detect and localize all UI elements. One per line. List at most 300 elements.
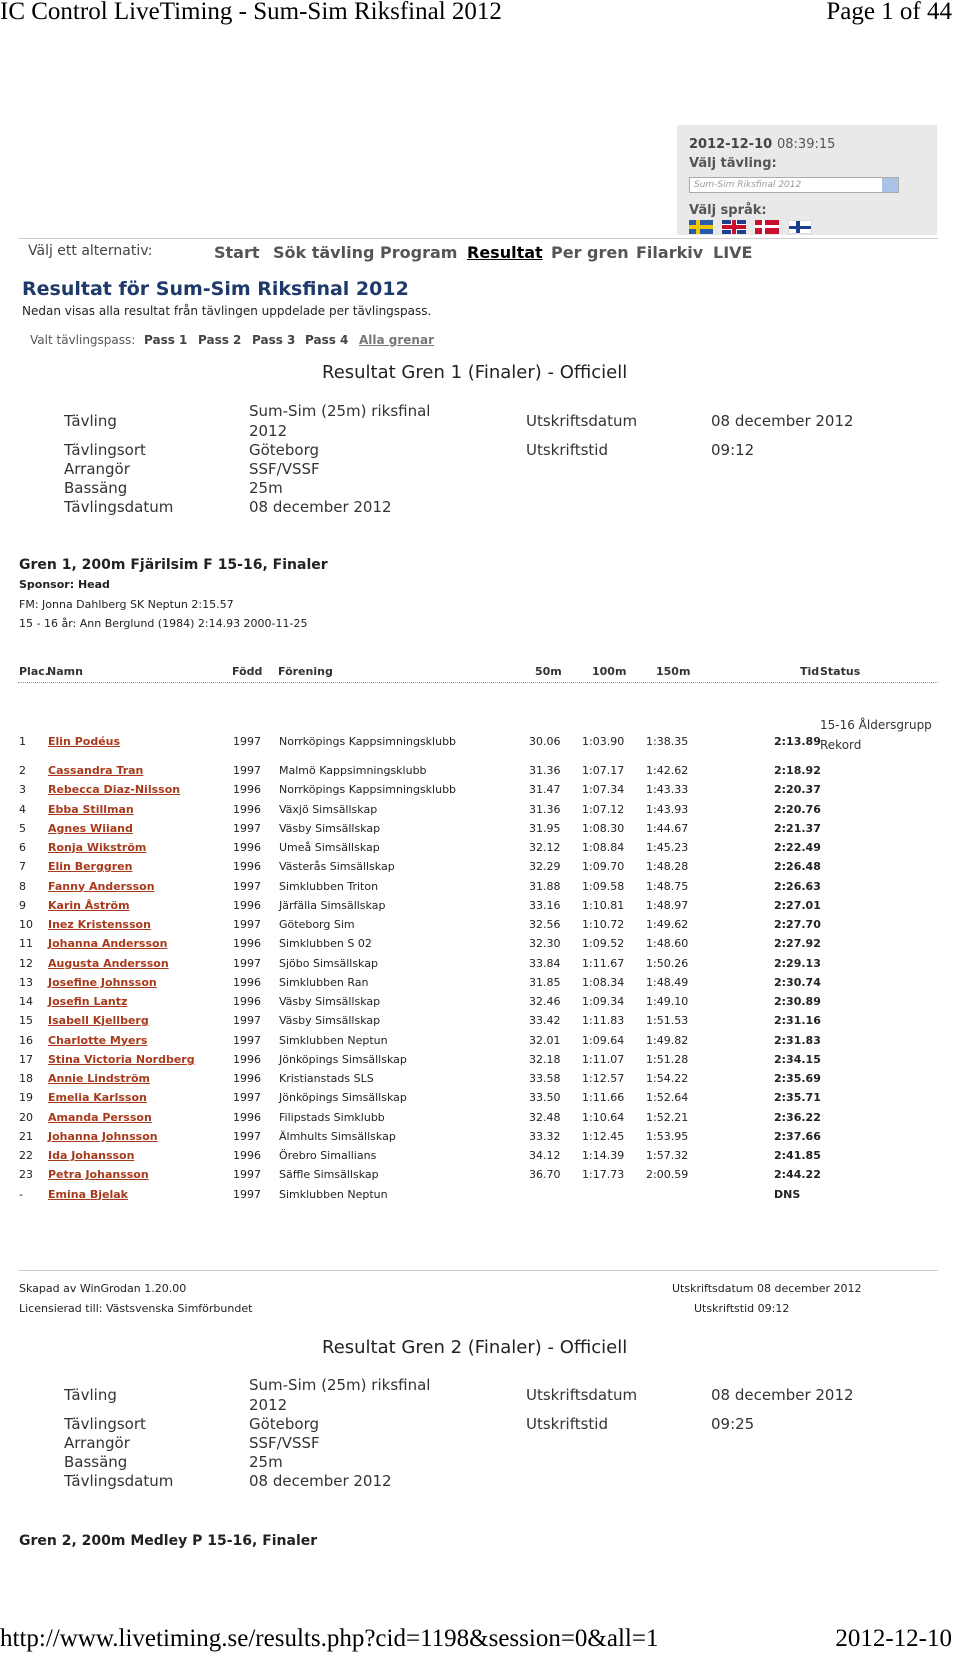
nav-search-competition[interactable]: Sök tävling: [273, 243, 375, 262]
cell-tid: 2:13.89: [774, 735, 821, 748]
cell-s50: 33.84: [529, 956, 561, 970]
cell-plac: 9: [19, 898, 26, 912]
cell-forening: Simklubben Ran: [279, 975, 369, 989]
competition-select[interactable]: [689, 177, 899, 193]
cell-tid: DNS: [774, 1187, 801, 1201]
cell-s50: 33.42: [529, 1014, 561, 1028]
cell-namn[interactable]: Ebba Stillman: [48, 802, 134, 816]
cell-s150: 1:45.23: [646, 841, 689, 854]
cell-forening: Väsby Simsällskap: [279, 1014, 381, 1028]
cell-s150: 1:48.28: [646, 860, 689, 874]
nav-label: Välj ett alternativ:: [28, 243, 153, 259]
cell-fodd: 1997: [233, 879, 261, 893]
cell-namn[interactable]: Elin Podéus: [48, 735, 121, 748]
cell-namn[interactable]: Johanna Johnsson: [48, 1129, 158, 1143]
cell-tid: 2:20.37: [774, 783, 821, 797]
footer-print-date: Utskriftsdatum 08 december 2012: [672, 1282, 862, 1295]
nav-top-divider: [18, 238, 938, 239]
cell-forening: Simklubben Neptun: [279, 1187, 388, 1201]
cell-s100: 1:09.64: [582, 1033, 625, 1047]
competition-panel: [677, 125, 937, 235]
gren2-utskriftsdatum: 08 december 2012: [711, 1386, 854, 1404]
table-row: [18, 957, 938, 976]
cell-plac: 11: [19, 937, 33, 951]
cell-plac: 8: [19, 879, 26, 893]
cell-fodd: 1996: [233, 995, 261, 1008]
dropdown-arrow-icon[interactable]: [882, 178, 898, 192]
cell-plac: 6: [19, 841, 26, 854]
cell-forening: Väsby Simsällskap: [279, 821, 381, 835]
table-row: [18, 1168, 938, 1187]
gren1-tavling-line1: Sum-Sim (25m) riksfinal: [249, 402, 431, 420]
cell-fodd: 1997: [233, 1014, 261, 1028]
cell-s50: 31.36: [529, 764, 561, 777]
all-events-link[interactable]: Alla grenar: [359, 333, 434, 347]
cell-plac: 23: [19, 1168, 33, 1182]
cell-s50: 31.88: [529, 879, 561, 893]
cell-tid: 2:27.01: [774, 898, 821, 912]
cell-s150: 1:50.26: [646, 956, 689, 970]
panel-date: 2012-12-10: [689, 137, 773, 152]
cell-forening: Simklubben Triton: [279, 879, 379, 893]
cell-s150: 1:49.62: [646, 918, 689, 931]
gren1-utskriftstid: 09:12: [711, 441, 755, 459]
table-row: [18, 976, 938, 995]
cell-fodd: 1997: [233, 1033, 261, 1047]
gren2-title: Resultat Gren 2 (Finaler) - Officiell: [322, 1337, 628, 1358]
cell-s50: 32.12: [529, 841, 561, 854]
table-row: [18, 995, 938, 1014]
cell-forening: Jönköpings Simsällskap: [279, 1091, 407, 1105]
licensed-to: Licensierad till: Västsvenska Simförbundet: [19, 1302, 253, 1315]
table-row: [18, 1014, 938, 1033]
cell-forening: Simklubben S 02: [279, 937, 372, 951]
cell-namn[interactable]: Isabell Kjellberg: [48, 1014, 149, 1028]
cell-namn[interactable]: Josefin Lantz: [48, 995, 128, 1008]
cell-s50: 33.58: [529, 1072, 561, 1085]
cell-forening: Norrköpings Kappsimningsklubb: [279, 735, 457, 748]
table-row: [18, 764, 938, 783]
col-tid: Tid: [800, 665, 820, 678]
cell-fodd: 1996: [233, 975, 261, 989]
table-row: [18, 937, 938, 956]
cell-fodd: 1997: [233, 1168, 261, 1182]
cell-fodd: 1997: [233, 764, 261, 777]
cell-s150: 1:48.60: [646, 937, 689, 951]
cell-s50: 34.12: [529, 1149, 561, 1162]
gren1-arrangor: SSF/VSSF: [249, 460, 320, 478]
cell-s50: 33.50: [529, 1091, 561, 1105]
cell-s50: 32.18: [529, 1052, 561, 1066]
cell-s100: 1:11.66: [582, 1091, 625, 1105]
table-row: [18, 1053, 938, 1072]
cell-s50: 33.16: [529, 898, 561, 912]
cell-forening: Väsby Simsällskap: [279, 995, 381, 1008]
gren1-datum-label: Tävlingsdatum: [64, 498, 174, 516]
gren1-utskriftsdatum: 08 december 2012: [711, 412, 854, 430]
cell-plac: 17: [19, 1052, 33, 1066]
cell-s50: 31.36: [529, 802, 561, 816]
cell-tid: 2:20.76: [774, 802, 821, 816]
denmark-flag-icon[interactable]: [755, 220, 779, 234]
cell-fodd: 1997: [233, 918, 261, 931]
nav-per-event[interactable]: Per gren: [551, 243, 629, 262]
cell-s100: 1:17.73: [582, 1168, 625, 1182]
col-namn: Namn: [47, 665, 83, 678]
table-row: [18, 718, 938, 754]
cell-s150: 1:49.82: [646, 1033, 689, 1047]
cell-namn[interactable]: Johanna Andersson: [48, 937, 168, 951]
cell-tid: 2:30.89: [774, 995, 821, 1008]
cell-s100: 1:14.39: [582, 1149, 625, 1162]
cell-s100: 1:08.84: [582, 841, 625, 854]
cell-s100: 1:09.34: [582, 995, 625, 1008]
table-row: [18, 1111, 938, 1130]
cell-forening: Malmö Kappsimningsklubb: [279, 764, 427, 777]
cell-s150: 1:44.67: [646, 821, 689, 835]
cell-s100: 1:11.07: [582, 1052, 625, 1066]
cell-namn[interactable]: Karin Åström: [48, 898, 130, 912]
cell-tid: 2:36.22: [774, 1110, 821, 1124]
cell-fodd: 1996: [233, 802, 261, 816]
cell-namn[interactable]: Josefine Johnsson: [48, 975, 157, 989]
cell-plac: 22: [19, 1149, 33, 1162]
nav-results[interactable]: Resultat: [467, 243, 543, 262]
cell-namn[interactable]: Ronja Wikström: [48, 841, 147, 854]
cell-s100: 1:07.17: [582, 764, 625, 777]
table-row: [18, 1188, 938, 1207]
gren2-arrangor: SSF/VSSF: [249, 1434, 320, 1452]
table-row: [18, 841, 938, 860]
cell-s150: 1:38.35: [646, 735, 689, 748]
cell-fodd: 1997: [233, 956, 261, 970]
cell-s150: 1:57.32: [646, 1149, 689, 1162]
cell-tid: 2:35.71: [774, 1091, 821, 1105]
cell-s100: 1:09.52: [582, 937, 625, 951]
doc-header-page: Page 1 of 44: [826, 0, 952, 25]
cell-s100: 1:11.67: [582, 956, 625, 970]
cell-s100: 1:10.64: [582, 1110, 625, 1124]
cell-fodd: 1996: [233, 860, 261, 874]
cell-tid: 2:30.74: [774, 975, 821, 989]
gren1-arrangor-label: Arrangör: [64, 460, 130, 478]
cell-plac: 18: [19, 1072, 33, 1085]
doc-footer-date: 2012-12-10: [835, 1625, 952, 1652]
cell-forening: Järfälla Simsällskap: [279, 898, 386, 912]
cell-fodd: 1997: [233, 1187, 261, 1201]
gren2-bassang: 25m: [249, 1453, 283, 1471]
competition-select-value: Sum-Sim Riksfinal 2012: [694, 180, 802, 190]
cell-fodd: 1997: [233, 1129, 261, 1143]
cell-plac: 13: [19, 975, 33, 989]
cell-fodd: 1996: [233, 937, 261, 951]
gren1-ort: Göteborg: [249, 441, 320, 459]
doc-header-title: IC Control LiveTiming - Sum-Sim Riksfinal 2012: [0, 0, 502, 25]
cell-s150: 1:42.62: [646, 764, 689, 777]
pass-4-link[interactable]: Pass 4: [305, 333, 349, 347]
cell-namn[interactable]: Elin Berggren: [48, 860, 133, 874]
uk-flag-icon[interactable]: [722, 220, 746, 234]
table-row: [18, 918, 938, 937]
table-row: [18, 1034, 938, 1053]
gren1-tavling-line2: 2012: [249, 422, 288, 440]
cell-fodd: 1996: [233, 841, 261, 854]
cell-s50: 32.48: [529, 1110, 561, 1124]
cell-plac: -: [19, 1187, 23, 1201]
gren1-bassang-label: Bassäng: [64, 479, 128, 497]
cell-s50: 32.01: [529, 1033, 561, 1047]
gren2-arrangor-label: Arrangör: [64, 1434, 130, 1452]
cell-s150: 1:51.28: [646, 1052, 689, 1066]
cell-s50: 31.47: [529, 783, 561, 797]
language-flags: [689, 220, 812, 234]
cell-tid: 2:27.70: [774, 918, 821, 931]
cell-namn[interactable]: Rebecca Diaz-Nilsson: [48, 783, 181, 797]
cell-tid: 2:22.49: [774, 841, 821, 854]
cell-forening: Örebro Simallians: [279, 1149, 377, 1162]
cell-tid: 2:31.16: [774, 1014, 821, 1028]
cell-tid: 2:41.85: [774, 1149, 821, 1162]
table-header-divider: [18, 682, 938, 684]
cell-namn[interactable]: Emelia Karlsson: [48, 1091, 147, 1105]
gren2-bassang-label: Bassäng: [64, 1453, 128, 1471]
cell-namn[interactable]: Ida Johansson: [48, 1149, 135, 1162]
cell-s150: 1:52.64: [646, 1091, 689, 1105]
cell-s50: 32.29: [529, 860, 561, 874]
cell-forening: Säffle Simsällskap: [279, 1168, 379, 1182]
cell-s50: 31.85: [529, 975, 561, 989]
cell-s50: 32.30: [529, 937, 561, 951]
cell-namn[interactable]: Inez Kristensson: [48, 918, 151, 931]
gren1-utskriftsdatum-label: Utskriftsdatum: [526, 412, 638, 430]
cell-tid: 2:34.15: [774, 1052, 821, 1066]
col-status: Status: [820, 665, 861, 678]
cell-namn[interactable]: Emina Bjelak: [48, 1187, 128, 1201]
cell-tid: 2:44.22: [774, 1168, 821, 1182]
nav-file-archive[interactable]: Filarkiv: [636, 243, 704, 262]
cell-s150: 1:48.75: [646, 879, 689, 893]
cell-s100: 1:07.34: [582, 783, 625, 797]
cell-s50: 30.06: [529, 735, 561, 748]
gren2-datum-label: Tävlingsdatum: [64, 1472, 174, 1490]
cell-namn[interactable]: Stina Victoria Nordberg: [48, 1052, 195, 1066]
cell-tid: 2:26.63: [774, 879, 821, 893]
gren1-bassang: 25m: [249, 479, 283, 497]
cell-s100: 1:12.45: [582, 1129, 625, 1143]
cell-status-line1: 15-16 Åldersgrupp: [820, 718, 932, 732]
panel-time: 08:39:15: [777, 137, 836, 152]
cell-namn[interactable]: Augusta Andersson: [48, 956, 169, 970]
gren2-ort-label: Tävlingsort: [64, 1415, 146, 1433]
pass-1-link[interactable]: Pass 1: [144, 333, 188, 347]
cell-plac: 21: [19, 1129, 33, 1143]
cell-tid: 2:29.13: [774, 956, 821, 970]
cell-s50: 33.32: [529, 1129, 561, 1143]
table-row: [18, 783, 938, 802]
col-forening: Förening: [278, 665, 333, 678]
finland-flag-icon[interactable]: [788, 220, 812, 234]
table-row: [18, 899, 938, 918]
cell-s150: 2:00.59: [646, 1168, 689, 1182]
cell-tid: 2:21.37: [774, 821, 821, 835]
gren1-title: Resultat Gren 1 (Finaler) - Officiell: [322, 362, 628, 383]
cell-fodd: 1996: [233, 1110, 261, 1124]
table-row: [18, 1130, 938, 1149]
gren1-event-title: Gren 1, 200m Fjärilsim F 15-16, Finaler: [19, 557, 328, 573]
cell-namn[interactable]: Annie Lindström: [48, 1072, 150, 1085]
cell-s50: 31.95: [529, 821, 561, 835]
cell-forening: Filipstads Simklubb: [279, 1110, 385, 1124]
cell-plac: 1: [19, 735, 26, 748]
doc-footer-url: http://www.livetiming.se/results.php?cid=1198&session=0&all=1: [0, 1625, 659, 1652]
table-row: [18, 822, 938, 841]
cell-plac: 15: [19, 1014, 33, 1028]
gren1-datum: 08 december 2012: [249, 498, 392, 516]
cell-s150: 1:51.53: [646, 1014, 689, 1028]
cell-plac: 10: [19, 918, 33, 931]
gren1-tavling-label: Tävling: [64, 412, 117, 430]
cell-forening: Norrköpings Kappsimningsklubb: [279, 783, 457, 797]
cell-s150: 1:52.21: [646, 1110, 689, 1124]
cell-s150: 1:49.10: [646, 995, 689, 1008]
cell-s150: 1:48.97: [646, 898, 689, 912]
gren1-age-record: 15 - 16 år: Ann Berglund (1984) 2:14.93 2000-11-25: [19, 617, 308, 630]
cell-namn[interactable]: Agnes Wiiand: [48, 821, 133, 835]
footer-print-time: Utskriftstid 09:12: [694, 1302, 790, 1315]
cell-plac: 19: [19, 1091, 33, 1105]
cell-tid: 2:31.83: [774, 1033, 821, 1047]
gren2-tavling-line1: Sum-Sim (25m) riksfinal: [249, 1376, 431, 1394]
cell-fodd: 1997: [233, 1091, 261, 1105]
pass-2-link[interactable]: Pass 2: [198, 333, 242, 347]
cell-forening: Västerås Simsällskap: [279, 860, 395, 874]
gren2-tavling-line2: 2012: [249, 1396, 288, 1414]
cell-forening: Jönköpings Simsällskap: [279, 1052, 407, 1066]
pass-label: Valt tävlingspass:: [30, 333, 136, 347]
gren2-event-title: Gren 2, 200m Medley P 15-16, Finaler: [19, 1533, 318, 1549]
cell-s100: 1:07.12: [582, 802, 625, 816]
cell-forening: Kristianstads SLS: [279, 1072, 374, 1085]
gren2-tavling-label: Tävling: [64, 1386, 117, 1404]
gren2-datum: 08 december 2012: [249, 1472, 392, 1490]
sweden-flag-icon[interactable]: [689, 220, 713, 234]
cell-tid: 2:27.92: [774, 937, 821, 951]
cell-tid: 2:18.92: [774, 764, 821, 777]
cell-namn[interactable]: Charlotte Myers: [48, 1033, 148, 1047]
cell-s150: 1:53.95: [646, 1129, 689, 1143]
cell-s50: 32.56: [529, 918, 561, 931]
cell-namn[interactable]: Petra Johansson: [48, 1168, 149, 1182]
cell-plac: 5: [19, 821, 26, 835]
cell-s100: 1:03.90: [582, 735, 625, 748]
results-title: Resultat för Sum-Sim Riksfinal 2012: [22, 278, 409, 300]
cell-s50: 36.70: [529, 1168, 561, 1182]
cell-s150: 1:48.49: [646, 975, 689, 989]
cell-plac: 7: [19, 860, 26, 874]
cell-plac: 20: [19, 1110, 33, 1124]
cell-s100: 1:12.57: [582, 1072, 625, 1085]
cell-forening: Älmhults Simsällskap: [279, 1129, 396, 1143]
table-row: [18, 860, 938, 879]
cell-s150: 1:43.33: [646, 783, 689, 797]
cell-fodd: 1996: [233, 1052, 261, 1066]
cell-forening: Göteborg Sim: [279, 918, 355, 931]
gren2-ort: Göteborg: [249, 1415, 320, 1433]
table-row: [18, 880, 938, 899]
cell-forening: Umeå Simsällskap: [279, 841, 380, 854]
cell-fodd: 1996: [233, 1072, 261, 1085]
cell-status-line2: Rekord: [820, 738, 862, 752]
cell-tid: 2:37.66: [774, 1129, 821, 1143]
table-row: [18, 1149, 938, 1168]
choose-language-label: Välj språk:: [689, 203, 767, 218]
nav-start[interactable]: Start: [214, 243, 260, 262]
table-row: [18, 1091, 938, 1110]
footer-divider: [18, 1270, 938, 1271]
cell-fodd: 1996: [233, 1149, 261, 1162]
cell-fodd: 1997: [233, 821, 261, 835]
col-plac: Plac.: [19, 665, 49, 678]
nav-program[interactable]: Program: [380, 243, 458, 262]
cell-plac: 4: [19, 802, 26, 816]
gren2-utskriftstid: 09:25: [711, 1415, 755, 1433]
gren1-utskriftstid-label: Utskriftstid: [526, 441, 608, 459]
cell-s150: 1:43.93: [646, 802, 689, 816]
cell-s100: 1:08.30: [582, 821, 625, 835]
cell-tid: 2:35.69: [774, 1072, 821, 1085]
cell-namn[interactable]: Amanda Persson: [48, 1110, 152, 1124]
cell-namn[interactable]: Cassandra Tran: [48, 764, 144, 777]
gren2-utskriftstid-label: Utskriftstid: [526, 1415, 608, 1433]
cell-s100: 1:10.72: [582, 918, 625, 931]
gren2-utskriftsdatum-label: Utskriftsdatum: [526, 1386, 638, 1404]
nav-live[interactable]: LIVE: [713, 243, 753, 262]
cell-fodd: 1996: [233, 783, 261, 797]
col-fodd: Född: [232, 665, 263, 678]
cell-plac: 2: [19, 764, 26, 777]
pass-3-link[interactable]: Pass 3: [252, 333, 296, 347]
cell-s50: 32.46: [529, 995, 561, 1008]
cell-fodd: 1996: [233, 898, 261, 912]
cell-tid: 2:26.48: [774, 860, 821, 874]
cell-plac: 16: [19, 1033, 33, 1047]
cell-plac: 12: [19, 956, 33, 970]
cell-namn[interactable]: Fanny Andersson: [48, 879, 155, 893]
cell-fodd: 1997: [233, 735, 261, 748]
gren1-sponsor: Sponsor: Head: [19, 578, 110, 591]
gren1-ort-label: Tävlingsort: [64, 441, 146, 459]
cell-plac: 14: [19, 995, 33, 1008]
cell-s100: 1:09.70: [582, 860, 625, 874]
table-row: [18, 803, 938, 822]
cell-plac: 3: [19, 783, 26, 797]
choose-competition-label: Välj tävling:: [689, 156, 777, 171]
cell-s100: 1:11.83: [582, 1014, 625, 1028]
col-150m: 150m: [656, 665, 691, 678]
cell-forening: Simklubben Neptun: [279, 1033, 388, 1047]
gren1-fm-record: FM: Jonna Dahlberg SK Neptun 2:15.57: [19, 598, 234, 611]
col-100m: 100m: [592, 665, 627, 678]
cell-forening: Växjö Simsällskap: [279, 802, 378, 816]
created-by: Skapad av WinGrodan 1.20.00: [19, 1282, 187, 1295]
cell-forening: Sjöbo Simsällskap: [279, 956, 378, 970]
col-50m: 50m: [535, 665, 562, 678]
results-description: Nedan visas alla resultat från tävlingen uppdelade per tävlingspass.: [22, 304, 432, 318]
cell-s100: 1:09.58: [582, 879, 625, 893]
cell-s100: 1:10.81: [582, 898, 625, 912]
cell-s100: 1:08.34: [582, 975, 625, 989]
table-row: [18, 1072, 938, 1091]
